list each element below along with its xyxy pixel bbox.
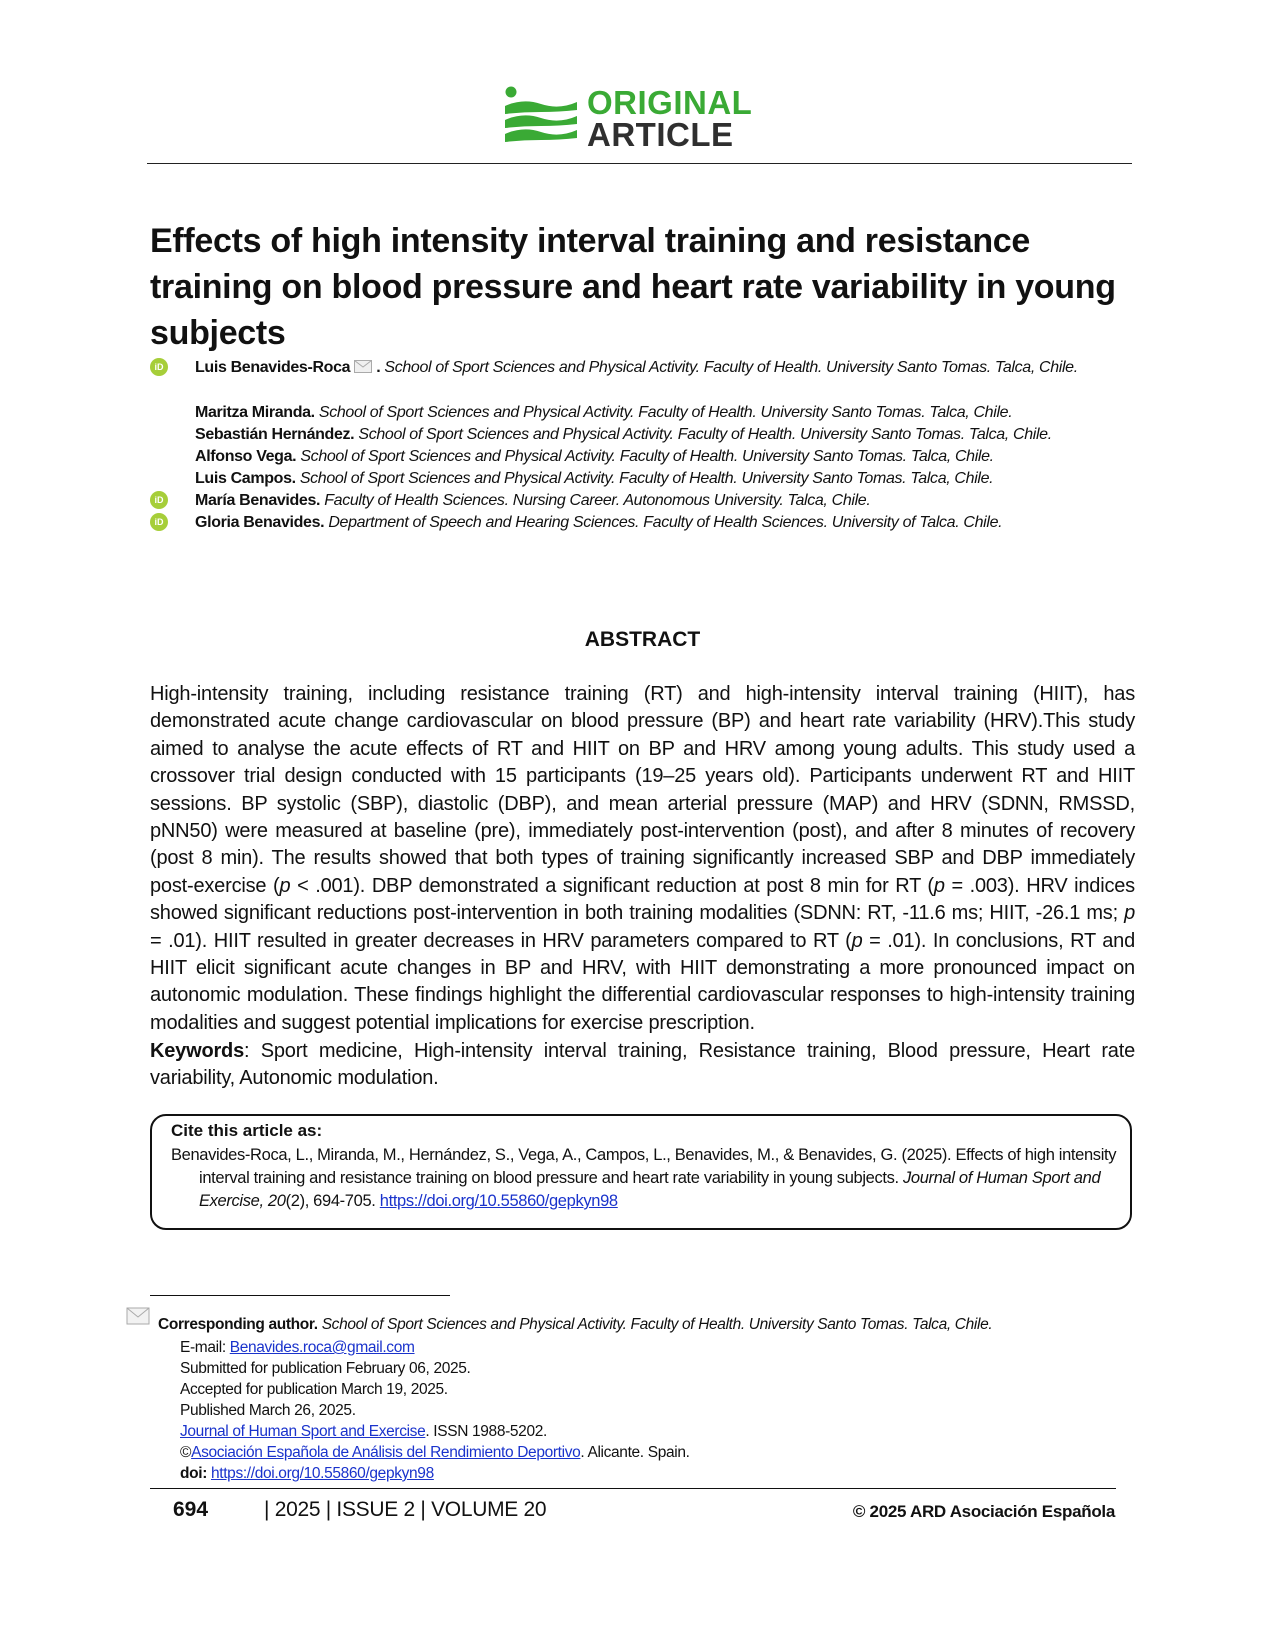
footer-divider — [150, 1488, 1116, 1489]
author-6: María Benavides. Faculty of Health Sciences. Nursing Career. Autonomous University. Talca, Chile. — [195, 492, 871, 509]
citation-doi-link[interactable]: https://doi.org/10.55860/gepkyn98 — [379, 1192, 618, 1210]
logo-stripes-icon — [503, 86, 579, 146]
author-7: Gloria Benavides. Department of Speech and Hearing Sciences. Faculty of Health Sciences. University of Talca. Chile. — [195, 514, 1003, 531]
issue-info: | 2025 | ISSUE 2 | VOLUME 20 — [264, 1498, 547, 1521]
logo-text-article: ARTICLE — [587, 116, 734, 153]
doi-line: doi: https://doi.org/10.55860/gepkyn98 — [180, 1465, 434, 1482]
orcid-icon[interactable]: iD — [150, 491, 168, 509]
keywords: Keywords: Sport medicine, High-intensity interval training, Resistance training, Blood pressure, Heart rate variability, Autonomic modulation. — [150, 1040, 1135, 1090]
citation-text: Benavides-Roca, L., Miranda, M., Hernández, S., Vega, A., Campos, L., Benavides, M., & Benavides, G. (2025). Effects of high intensity interval training and resistance training on blood pressure and heart rate variability in young subjects. Journal of Human Sport and Exercise, 20(2), 694-705. https://doi.org/10.55860/gepkyn98 — [171, 1146, 1117, 1210]
journal-logo — [503, 84, 773, 153]
journal-link[interactable]: Journal of Human Sport and Exercise — [180, 1423, 426, 1440]
mail-icon[interactable] — [354, 360, 372, 373]
orcid-icon[interactable]: iD — [150, 358, 168, 376]
author-4: Alfonso Vega. School of Sport Sciences and Physical Activity. Faculty of Health. University Santo Tomas. Talca, Chile. — [195, 448, 994, 465]
footnote-divider — [150, 1295, 450, 1296]
corresponding-author: Corresponding author. School of Sport Sciences and Physical Activity. Faculty of Health. University Santo Tomas. Talca, Chile. — [158, 1316, 993, 1333]
copyright-line: ©Asociación Española de Análisis del Rendimiento Deportivo. Alicante. Spain. — [180, 1444, 690, 1461]
abstract-text: High-intensity training, including resistance training (RT) and high-intensity interval training (HIIT), has demonstrated acute change cardiovascular on blood pressure (BP) and heart rate variability (HRV).This study aimed to analyse the acute effects of RT and HIIT on BP and HRV among young adults. This study used a crossover trial design conducted with 15 participants (19–25 years old). Participants underwent RT and HIIT sessions. BP systolic (SBP), diastolic (DBP), and mean arterial pressure (MAP) and HRV (SDNN, RMSSD, pNN50) were measured at baseline (pre), immediately post-intervention (post), and after 8 minutes of recovery (post 8 min). The results showed that both types of training significantly increased SBP and DBP immediately post-exercise (p < .001). DBP demonstrated a significant reduction at post 8 min for RT (p = .003). HRV indices showed significant reductions post-intervention in both training modalities (SDNN: RT, -11.6 ms; HIIT, -26.1 ms; p = .01). HIIT resulted in greater decreases in HRV parameters compared to RT (p = .01). In conclusions, RT and HIIT elicit significant acute changes in BP and HRV, with HIIT demonstrating a more pronounced impact on autonomic modulation. These findings highlight the differential cardiovascular responses to high-intensity training modalities and suggest potential implications for exercise prescription. — [150, 683, 1135, 1034]
submitted-date: Submitted for publication February 06, 2025. — [180, 1360, 471, 1377]
footer-copyright: © 2025 ARD Asociación Española — [852, 1502, 1115, 1521]
author-5: Luis Campos. School of Sport Sciences and Physical Activity. Faculty of Health. University Santo Tomas. Talca, Chile. — [195, 470, 994, 487]
logo-text-original: ORIGINAL — [587, 84, 753, 121]
author-2: Maritza Miranda. School of Sport Sciences and Physical Activity. Faculty of Health. University Santo Tomas. Talca, Chile. — [195, 404, 1013, 421]
association-link[interactable]: Asociación Española de Análisis del Rendimiento Deportivo — [191, 1444, 581, 1461]
orcid-icon[interactable]: iD — [150, 513, 168, 531]
header-divider — [147, 163, 1132, 164]
published-date: Published March 26, 2025. — [180, 1402, 356, 1419]
accepted-date: Accepted for publication March 19, 2025. — [180, 1381, 448, 1398]
page-number: 694 — [173, 1498, 209, 1521]
author-3: Sebastián Hernández. School of Sport Sciences and Physical Activity. Faculty of Health. University Santo Tomas. Talca, Chile. — [195, 426, 1052, 443]
author-1: Luis Benavides-Roca . School of Sport Sciences and Physical Activity. Faculty of Health. University Santo Tomas. Talca, Chile. — [195, 359, 1078, 376]
article-title: Effects of high intensity interval training and resistance training on blood pressure and heart rate variability in young subjects — [150, 222, 1116, 352]
citation-label: Cite this article as: — [171, 1121, 323, 1140]
mail-icon — [126, 1307, 150, 1325]
email-link[interactable]: Benavides.roca@gmail.com — [229, 1339, 415, 1356]
journal-line: Journal of Human Sport and Exercise. ISSN 1988-5202. — [180, 1423, 547, 1440]
abstract-heading: ABSTRACT — [584, 628, 701, 651]
email-line: E-mail: Benavides.roca@gmail.com — [180, 1339, 415, 1356]
doi-link[interactable]: https://doi.org/10.55860/gepkyn98 — [210, 1465, 434, 1482]
